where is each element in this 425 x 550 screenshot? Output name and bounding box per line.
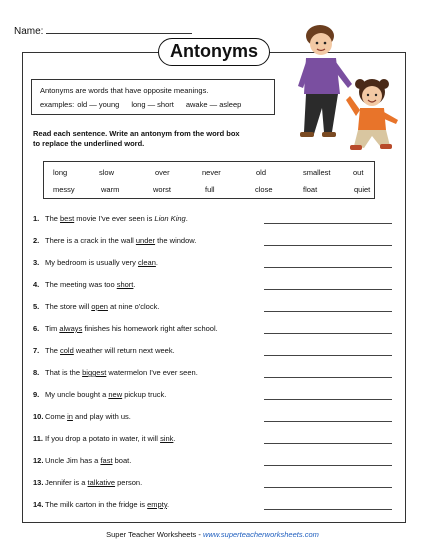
- word-box-word: worst: [153, 185, 171, 194]
- question-text: Tim: [45, 324, 60, 333]
- question-text: boat.: [112, 456, 132, 465]
- word-box-word: close: [255, 185, 273, 194]
- example-pair: long — short: [131, 100, 174, 109]
- question-row: [33, 324, 218, 333]
- question-number: 12.: [33, 456, 44, 465]
- example-pair: old — young: [77, 100, 120, 109]
- question-text: That is the: [45, 368, 83, 377]
- underlined-word: best: [60, 214, 75, 223]
- answer-line[interactable]: [264, 443, 392, 444]
- footer: [0, 530, 425, 539]
- boy-pants: [304, 94, 338, 134]
- word-box-word: over: [155, 168, 170, 177]
- underlined-word: open: [91, 302, 108, 311]
- underlined-word: new: [108, 390, 123, 399]
- underlined-word: fast: [100, 456, 113, 465]
- boy-face: [310, 33, 332, 55]
- word-box-word: smallest: [303, 168, 331, 177]
- question-text: Come: [45, 412, 68, 421]
- question-row: [33, 434, 176, 443]
- underlined-word: biggest: [82, 368, 107, 377]
- question-text: The: [45, 214, 61, 223]
- question-row: [33, 368, 198, 377]
- footer-brand: Super Teacher Worksheets: [106, 530, 197, 539]
- question-row: [33, 390, 166, 399]
- answer-line[interactable]: [264, 223, 392, 224]
- girl-shirt: [358, 108, 386, 130]
- question-number: 6.: [33, 324, 40, 333]
- word-box-word: out: [353, 168, 364, 177]
- name-blank-line[interactable]: [46, 24, 192, 34]
- underlined-word: cold: [60, 346, 74, 355]
- question-number: 7.: [33, 346, 40, 355]
- question-row: [33, 478, 142, 487]
- answer-line[interactable]: [264, 245, 392, 246]
- underlined-word: talkative: [87, 478, 116, 487]
- question-row: [33, 214, 188, 223]
- question-text: The meeting was too: [45, 280, 117, 289]
- underlined-word: always: [59, 324, 83, 333]
- name-label: Name:: [14, 26, 44, 37]
- answer-line[interactable]: [264, 421, 392, 422]
- underlined-word: empty: [147, 500, 168, 509]
- question-text: finishes his homework right after school.: [82, 324, 218, 333]
- question-row: [33, 500, 169, 509]
- answer-line[interactable]: [264, 399, 392, 400]
- underlined-word: short: [116, 280, 134, 289]
- question-number: 3.: [33, 258, 40, 267]
- answer-line[interactable]: [264, 509, 392, 510]
- question-row: [33, 302, 159, 311]
- question-row: [33, 236, 196, 245]
- question-text: and play with us.: [72, 412, 131, 421]
- word-box-word: slow: [99, 168, 115, 177]
- underlined-word: sink: [160, 434, 174, 443]
- word-box-word: old: [256, 168, 267, 177]
- girl-face: [362, 86, 382, 106]
- question-text: The milk carton in the fridge is: [45, 500, 148, 509]
- answer-line[interactable]: [264, 487, 392, 488]
- examples-label: examples:: [40, 100, 75, 109]
- question-number: 14.: [33, 500, 44, 509]
- question-row: [33, 258, 158, 267]
- definition-box: [31, 79, 275, 115]
- children-illustration: [286, 22, 410, 154]
- question-text: at nine o'clock.: [107, 302, 160, 311]
- question-text: The store will: [45, 302, 92, 311]
- question-text: the window.: [155, 236, 197, 245]
- answer-line[interactable]: [264, 333, 392, 334]
- instructions: [33, 129, 240, 149]
- boy-shirt: [304, 58, 340, 94]
- example-pair: awake — asleep: [185, 100, 242, 109]
- question-text: My bedroom is usually very: [45, 258, 138, 267]
- examples-line: [40, 98, 266, 112]
- footer-url-link[interactable]: www.superteacherworksheets.com: [202, 530, 319, 539]
- question-row: [33, 456, 131, 465]
- question-text: pickup truck.: [122, 390, 167, 399]
- underlined-word: under: [135, 236, 156, 245]
- answer-line[interactable]: [264, 377, 392, 378]
- instructions-line-1: Read each sentence. Write an antonym from the word box: [33, 129, 240, 138]
- word-box-word: full: [205, 185, 215, 194]
- question-number: 13.: [33, 478, 44, 487]
- question-number: 5.: [33, 302, 40, 311]
- word-box-word: warm: [101, 185, 120, 194]
- question-text: .: [167, 500, 170, 509]
- question-text: There is a crack in the wall: [45, 236, 136, 245]
- worksheet-title: Antonyms: [158, 38, 270, 66]
- word-box: [43, 161, 375, 199]
- footer-separator: -: [196, 530, 203, 539]
- answer-line[interactable]: [264, 267, 392, 268]
- word-box-word: long: [53, 168, 68, 177]
- question-text: watermelon I've ever seen.: [106, 368, 198, 377]
- question-row: [33, 346, 175, 355]
- question-text: .: [173, 434, 176, 443]
- name-field: [14, 24, 192, 37]
- question-text: weather will return next week.: [73, 346, 175, 355]
- question-number: 4.: [33, 280, 40, 289]
- question-number: 8.: [33, 368, 40, 377]
- answer-line[interactable]: [264, 465, 392, 466]
- word-box-word: messy: [53, 185, 75, 194]
- word-box-word: quiet: [354, 185, 371, 194]
- question-row: [33, 412, 131, 421]
- answer-line[interactable]: [264, 289, 392, 290]
- question-text: movie I've ever seen is: [74, 214, 155, 223]
- question-text: .: [155, 258, 158, 267]
- instructions-line-2: to replace the underlined word.: [33, 139, 145, 148]
- question-number: 2.: [33, 236, 40, 245]
- word-box-word: float: [303, 185, 318, 194]
- underlined-word: clean: [137, 258, 156, 267]
- answer-line[interactable]: [264, 311, 392, 312]
- question-text: My uncle bought a: [45, 390, 109, 399]
- question-row: [33, 280, 136, 289]
- question-text: Uncle Jim has a: [45, 456, 101, 465]
- underlined-word: in: [67, 412, 73, 421]
- question-number: 9.: [33, 390, 40, 399]
- question-number: 1.: [33, 214, 40, 223]
- italic-title: Lion King: [154, 214, 186, 223]
- question-number: 10.: [33, 412, 44, 421]
- answer-line[interactable]: [264, 355, 392, 356]
- definition-text: Antonyms are words that have opposite meanings.: [40, 86, 209, 95]
- question-text: Jennifer is a: [45, 478, 88, 487]
- question-text: If you drop a potato in water, it will: [45, 434, 161, 443]
- question-text: The: [45, 346, 61, 355]
- word-box-word: never: [202, 168, 221, 177]
- question-text: .: [133, 280, 136, 289]
- question-number: 11.: [33, 434, 44, 443]
- question-text: .: [185, 214, 188, 223]
- question-text: person.: [115, 478, 143, 487]
